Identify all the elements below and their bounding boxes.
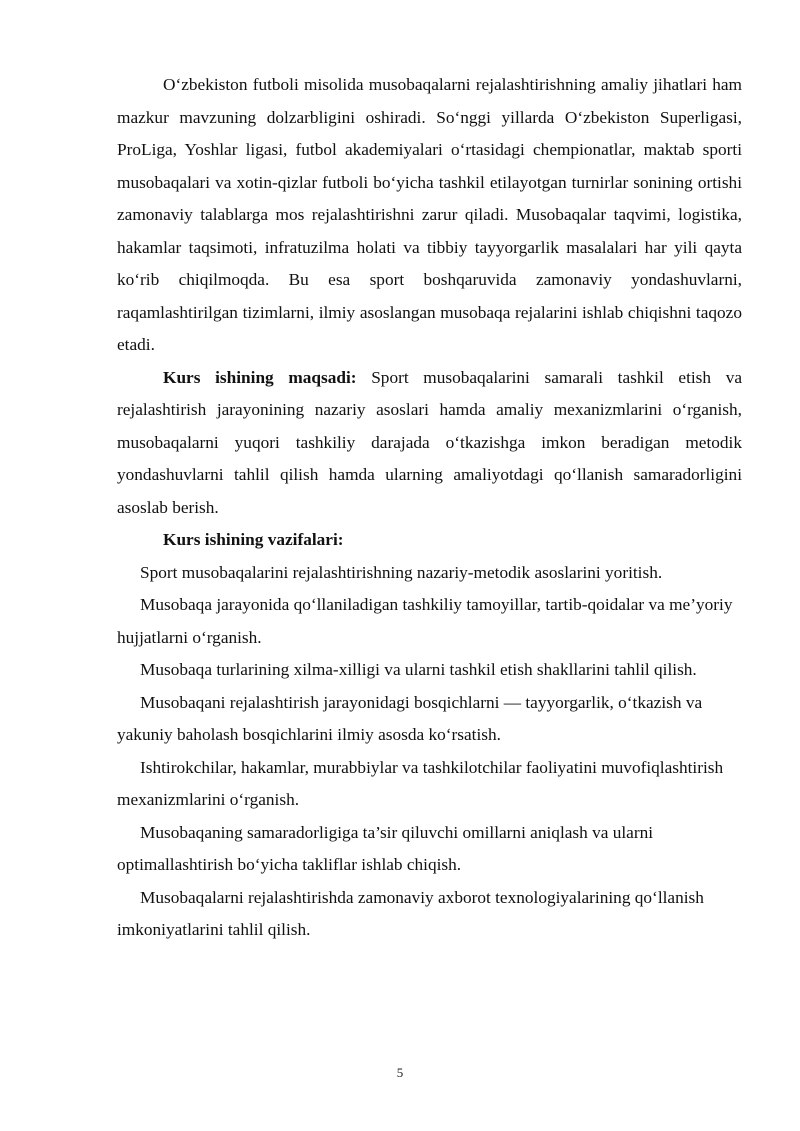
page-number: 5: [396, 1065, 404, 1080]
task-item-3: Musobaqa turlarining xilma-xilligi va ularni tashkil etish shakllarini tahlil qilish.: [140, 660, 697, 679]
goal-paragraph: [117, 362, 742, 525]
task-item-7: Musobaqalarni rejalashtirishda zamonaviy axborot texnologiyalarining qo‘llanish imkoniyatlarini tahlil qilish.: [117, 887, 704, 939]
goal-text: Sport musobaqalarini samarali tashkil etish va rejalashtirish jarayonining nazariy asoslari hamda amaliy mexanizmlarini o‘rganish, musobaqalarni yuqori tashkiliy darajada o‘tkazishga imkon beradigan metodik yondashuvlarni tahlil qilish hamda ularning amaliyotdagi qo‘llanish samaradorligini asoslab berish.: [117, 367, 743, 517]
task-item-1: Sport musobaqalarini rejalashtirishning nazariy-metodik asoslarini yoritish.: [140, 562, 663, 582]
task-item-2: Musobaqa jarayonida qo‘llaniladigan tashkiliy tamoyillar, tartib-qoidalar va me’yoriy hujjatlarni o‘rganish.: [117, 595, 733, 647]
page-body: [117, 69, 742, 947]
task-item-4: Musobaqani rejalashtirish jarayonidagi bosqichlarni — tayyorgarlik, o‘tkazish va yakuniy baholash bosqichlarini ilmiy asosda ko‘rsatish.: [117, 692, 703, 744]
goal-label: Kurs ishining maqsadi:: [163, 367, 357, 387]
task-item-6: Musobaqaning samaradorligiga ta’sir qiluvchi omillarni aniqlash va ularni optimallashtirish bo‘yicha takliflar ishlab chiqish.: [117, 822, 654, 874]
tasks-heading: [117, 524, 742, 557]
intro-paragraph: O‘zbekiston futboli misolida musobaqalarni rejalashtirishning amaliy jihatlari ham mazkur mavzuning dolzarbligini oshiradi. So‘nggi yillarda O‘zbekiston Superligasi, ProLiga, Yoshlar ligasi, futbol akademiyalari o‘rtasidagi chempionatlar, maktab sporti musobaqalari va xotin-qizlar futboli bo‘yicha tashkil etilayotgan turnirlar sonining ortishi zamonaviy talablarga mos rejalashtirishni zarur qiladi. Musobaqalar taqvimi, logistika, hakamlar taqsimoti, infratuzilma holati va tibbiy tayyorgarlik masalalari har yili qayta ko‘rib chiqilmoqda. Bu esa sport boshqaruvida zamonaviy yondashuvlarni, raqamlashtirilgan tizimlarni, ilmiy asoslangan musobaqa rejalarini ishlab chiqishni taqozo etadi.: [117, 75, 742, 354]
tasks-heading-text: Kurs ishining vazifalari:: [163, 530, 344, 549]
task-item-5: Ishtirokchilar, hakamlar, murabbiylar va tashkilotchilar faoliyatini muvofiqlashtirish mexanizmlarini o‘rganish.: [117, 757, 724, 809]
